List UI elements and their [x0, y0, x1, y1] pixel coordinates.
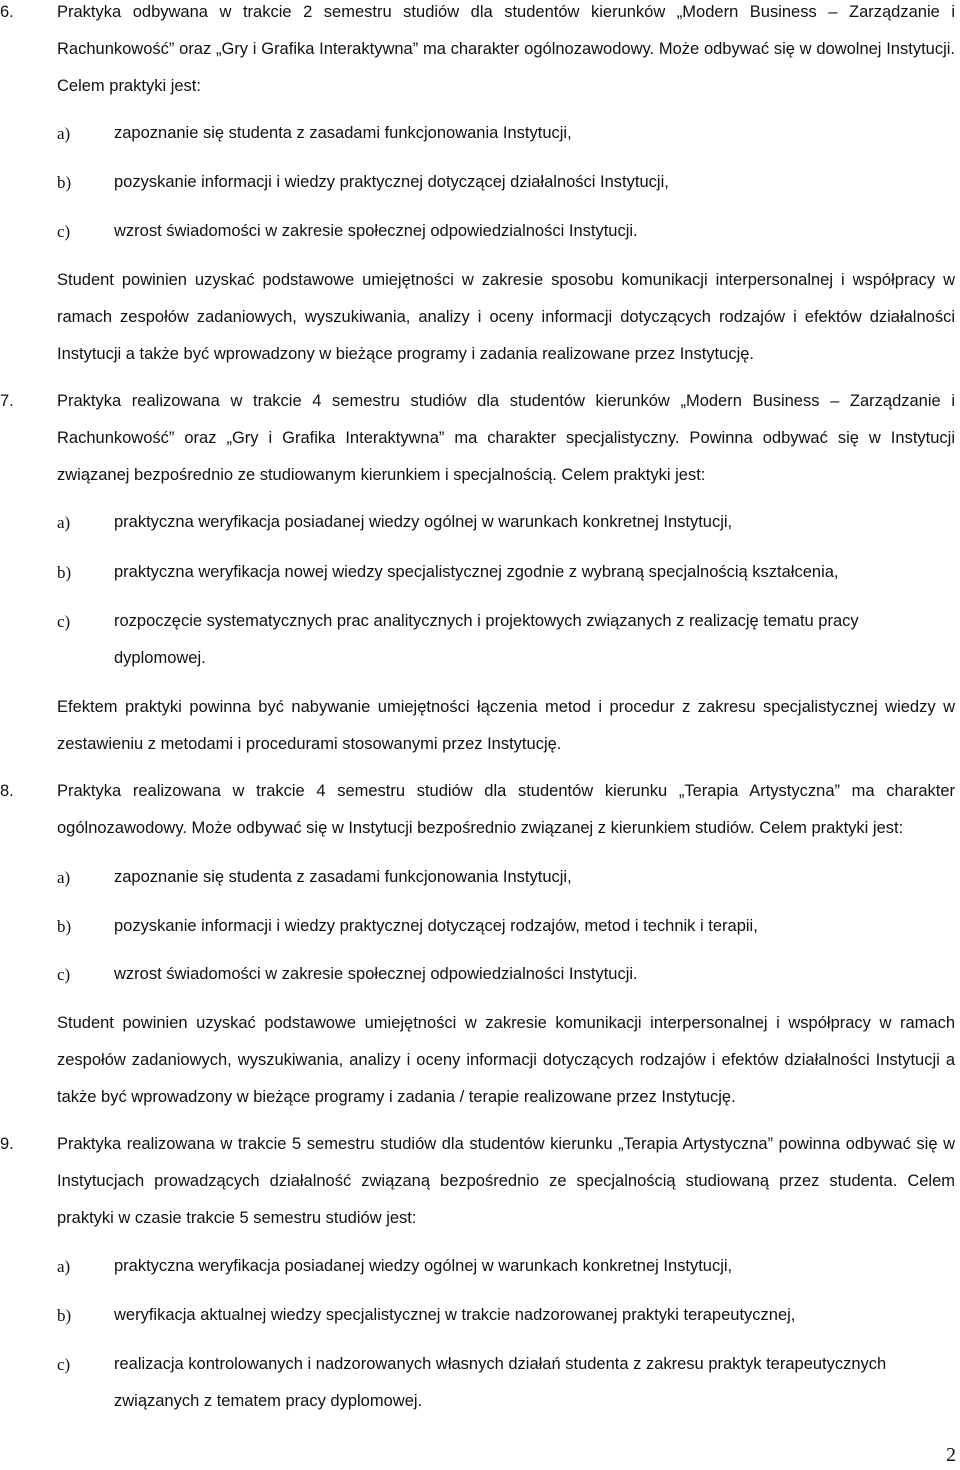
list-item-text: wzrost świadomości w zakresie społecznej odpowiedzialności Instytucji. — [114, 222, 638, 240]
list-letter: a) — [57, 124, 71, 143]
list-item-text: zapoznanie się studenta z zasadami funkcjonowania Instytucji, — [114, 124, 572, 142]
list-item-text: pozyskanie informacji i wiedzy praktycznej dotyczącej rodzajów, metod i technik i terapii, — [114, 917, 758, 935]
list-item-text: rozpoczęcie systematycznych prac analitycznych i projektowych związanych z realizację tematu pracy dyplomowej. — [114, 612, 859, 667]
list-letter: c) — [57, 612, 71, 631]
section-paragraph: Praktyka realizowana w trakcie 5 semestru studiów dla studentów kierunku „Terapia Artystyczna” powinna odbywać się w Instytucjach prowadzących działalność związaną bezpośrednio ze specjalnością studiowaną przez studenta. Celem praktyki w czasie trakcie 5 semestru studiów jest: — [57, 1135, 955, 1227]
section-paragraph: Praktyka odbywana w trakcie 2 semestru studiów dla studentów kierunków „Modern Business – Zarządzanie i Rachunkowość” oraz „Gry i Grafika Interaktywna” ma charakter ogólnozawodowy. Może odbywać się w dowolnej Instytucji. Celem praktyki jest: — [57, 3, 955, 95]
section-closing-paragraph: Student powinien uzyskać podstawowe umiejętności w zakresie sposobu komunikacji interpersonalnej i współpracy w ramach zespołów zadaniowych, wyszukiwania, analizy i oceny informacji dotyczących rodzajów i efektów działalności Instytucji a także być wprowadzony w bieżące programy i zadania realizowane przez Instytucję. — [57, 271, 955, 363]
list-letter: c) — [57, 222, 71, 241]
list-letter: b) — [57, 917, 72, 936]
section-closing-paragraph: Efektem praktyki powinna być nabywanie umiejętności łączenia metod i procedur z zakresu specjalistycznej wiedzy w zestawieniu z metodami i procedurami stosowanymi przez Instytucję. — [57, 698, 955, 753]
list-letter: c) — [57, 965, 71, 984]
section-closing-paragraph: Student powinien uzyskać podstawowe umiejętności w zakresie komunikacji interpersonalnej i współpracy w ramach zespołów zadaniowych, wyszukiwania, analizy i oceny informacji dotyczących rodzajów i efektów działalności Instytucji a także być wprowadzony w bieżące programy i zadania / terapie realizowane przez Instytucję. — [57, 1014, 955, 1106]
list-item-text: zapoznanie się studenta z zasadami funkcjonowania Instytucji, — [114, 868, 572, 886]
section-number: 6. — [0, 3, 14, 21]
page-number: 2 — [946, 1444, 956, 1466]
section-9 — [0, 1126, 960, 1237]
list-letter: b) — [57, 1306, 72, 1325]
list-item-text: praktyczna weryfikacja posiadanej wiedzy ogólnej w warunkach konkretnej Instytucji, — [114, 513, 733, 531]
section-paragraph: Praktyka realizowana w trakcie 4 semestru studiów dla studentów kierunków „Modern Business – Zarządzanie i Rachunkowość” oraz „Gry i Grafika Interaktywna” ma charakter specjalistyczny. Powinna odbywać się w Instytucji związanej bezpośrednio ze studiowanym kierunkiem i specjalnością. Celem praktyki jest: — [57, 392, 955, 484]
list-letter: c) — [57, 1355, 71, 1374]
list-item-text: realizacja kontrolowanych i nadzorowanych własnych działań studenta z zakresu praktyk terapeutycznych związanych z tematem pracy dyplomowej. — [114, 1355, 887, 1410]
list-item-text: pozyskanie informacji i wiedzy praktycznej dotyczącej działalności Instytucji, — [114, 173, 669, 191]
list-item-text: praktyczna weryfikacja posiadanej wiedzy ogólnej w warunkach konkretnej Instytucji, — [114, 1257, 733, 1275]
section-paragraph: Praktyka realizowana w trakcie 4 semestru studiów dla studentów kierunku „Terapia Artystyczna” ma charakter ogólnozawodowy. Może odbywać się w Instytucji bezpośrednio związanej z kierunkiem studiów. Celem praktyki jest: — [57, 782, 955, 837]
section-number: 9. — [0, 1135, 14, 1153]
list-letter: a) — [57, 868, 71, 887]
list-item-text: praktyczna weryfikacja nowej wiedzy specjalistycznej zgodnie z wybraną specjalnością kształcenia, — [114, 563, 839, 581]
list-letter: a) — [57, 513, 71, 532]
list-item-text: wzrost świadomości w zakresie społecznej odpowiedzialności Instytucji. — [114, 965, 638, 983]
section-number: 8. — [0, 782, 14, 800]
section-number: 7. — [0, 392, 14, 410]
section-6 — [0, 0, 960, 105]
section-8 — [0, 773, 960, 847]
list-item-text: weryfikacja aktualnej wiedzy specjalistycznej w trakcie nadzorowanej praktyki terapeutycznej, — [114, 1306, 796, 1324]
list-letter: b) — [57, 563, 72, 582]
list-letter: b) — [57, 173, 72, 192]
list-letter: a) — [57, 1257, 71, 1276]
section-7 — [0, 383, 960, 494]
